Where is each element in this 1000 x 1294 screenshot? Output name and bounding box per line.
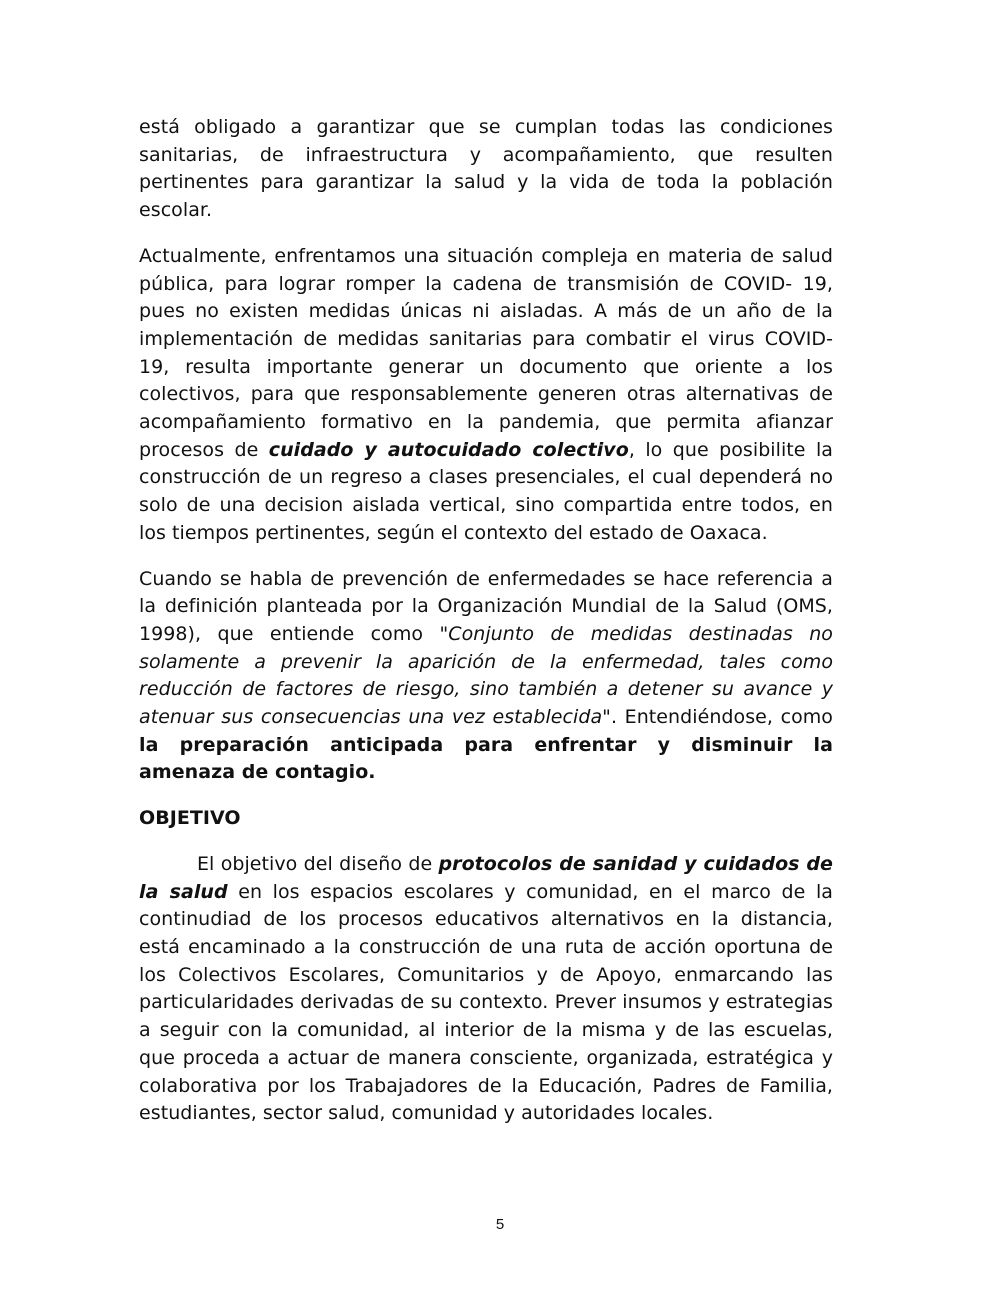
section-heading-text: OBJETIVO xyxy=(139,807,241,830)
paragraph-prevention-text-2: ". Entendiéndose, como xyxy=(602,706,833,729)
paragraph-prevention-text-1: Cuando se habla de prevención de enfermedades se hace referencia a la definición planteada por la Organización Mundial de la Salud (OMS, 1998), que entiende como " xyxy=(139,567,833,645)
paragraph-objective-text-2: en los espacios escolares y comunidad, en el marco de la continudiad de los procesos educativos alternativos en la distancia, está encaminado a la construcción de una ruta de acción oportuna de los Colectivos Escolares, Comunitarios y de Apoyo, enmarcando las particularidades derivadas de su contexto. Prever insumos y estrategias a seguir con la comunidad, al interior de la misma y de las escuelas, que proceda a actuar de manera consciente, organizada, estratégica y colaborativa por los Trabajadores de la Educación, Padres de Familia, estudiantes, sector salud, comunidad y autoridades locales. xyxy=(139,880,833,1125)
page-number: 5 xyxy=(495,1216,505,1233)
paragraph-objective-text-1: El objetivo del diseño de xyxy=(197,852,439,875)
paragraph-prevention-bold: la preparación anticipada para enfrentar y disminuir la amenaza de contagio. xyxy=(139,733,833,784)
document-page xyxy=(139,114,833,1146)
paragraph-context-text-2: , lo que posibilite la construcción de un regreso a clases presenciales, el cual dependerá no solo de una decision aislada vertical, sino compartida entre todos, en los tiempos pertinentes, según el contexto del estado de Oaxaca. xyxy=(139,438,833,544)
paragraph-prevention xyxy=(139,566,833,788)
paragraph-objective-emphasis: protocolos de sanidad y cuidados de la salud xyxy=(139,852,833,903)
paragraph-intro-text: está obligado a garantizar que se cumplan todas las condiciones sanitarias, de infraestructura y acompañamiento, que resulten pertinentes para garantizar la salud y la vida de toda la población escolar. xyxy=(139,116,833,222)
section-heading-objetivo xyxy=(139,805,833,833)
paragraph-prevention-quote: Conjunto de medidas destinadas no solamente a prevenir la aparición de la enfermedad, tales como reducción de factores de riesgo, sino también a detener su avance y atenuar sus consecuencias una vez establecida xyxy=(139,622,833,729)
paragraph-context-emphasis: cuidado y autocuidado colectivo xyxy=(268,438,629,461)
paragraph-objective xyxy=(139,851,833,1128)
paragraph-intro xyxy=(139,114,833,225)
paragraph-context-text-1: Actualmente, enfrentamos una situación compleja en materia de salud pública, para lograr romper la cadena de transmisión de COVID- 19, pues no existen medidas únicas ni aisladas. A más de un año de la implementación de medidas sanitarias para combatir el virus COVID- 19, resulta importante generar un documento que oriente a los colectivos, para que responsablemente generen otras alternativas de acompañamiento formativo en la pandemia, que permita afianzar procesos de xyxy=(139,244,833,461)
paragraph-context xyxy=(139,243,833,548)
